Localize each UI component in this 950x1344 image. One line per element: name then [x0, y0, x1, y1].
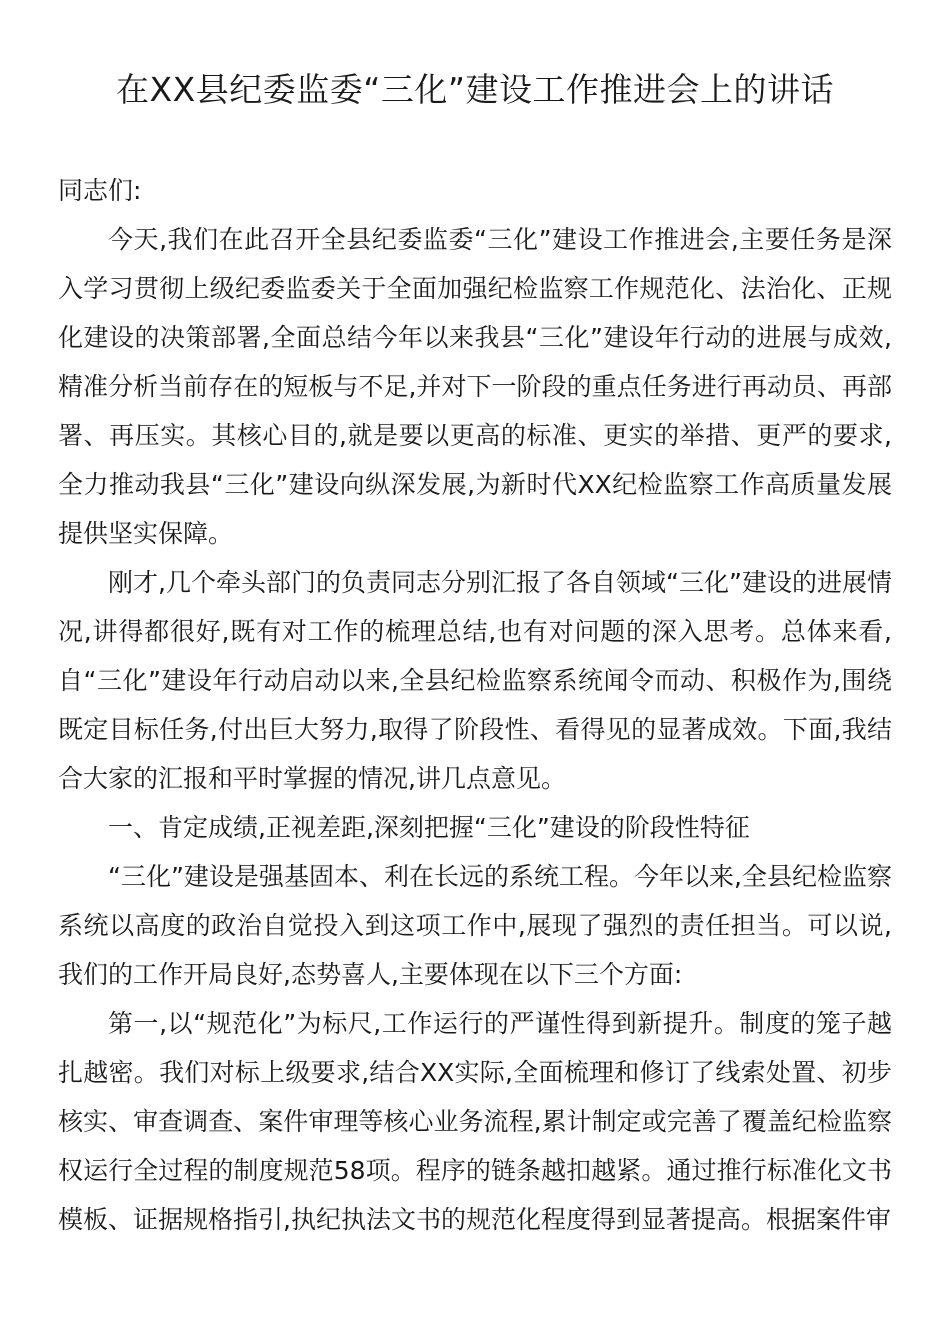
document-title: 在XX县纪委监委“三化”建设工作推进会上的讲话 — [116, 70, 834, 109]
greeting: 同志们: — [58, 176, 142, 205]
paragraph-section-intro: “三化”建设是强基固本、利在长远的系统工程。今年以来,全县纪检监察系统以高度的政治自觉投入到这项工作中,展现了强烈的责任担当。可以说,我们的工作开局良好,态势喜人,主要体现在以下三个方面: — [58, 862, 892, 989]
paragraph-overview: 刚才,几个牵头部门的负责同志分别汇报了各自领域“三化”建设的进展情况,讲得都很好,既有对工作的梳理总结,也有对问题的深入思考。总体来看,自“三化”建设年行动启动以来,全县纪检监察系统闻令而动、积极作为,围绕既定目标任务,付出巨大努力,取得了阶段性、看得见的显著成效。下面,我结合大家的汇报和平时掌握的情况,讲几点意见。 — [58, 568, 892, 793]
paragraph-intro: 今天,我们在此召开全县纪委监委“三化”建设工作推进会,主要任务是深入学习贯彻上级纪委监委关于全面加强纪检监察工作规范化、法治化、正规化建设的决策部署,全面总结今年以来我县“三化”建设年行动的进展与成效,精准分析当前存在的短板与不足,并对下一阶段的重点任务进行再动员、再部署、再压实。其核心目的,就是要以更高的标准、更实的举措、更严的要求,全力推动我县“三化”建设向纵深发展,为新时代XX纪检监察工作高质量发展提供坚实保障。 — [58, 225, 892, 548]
section-heading: 一、肯定成绩,正视差距,深刻把握“三化”建设的阶段性特征 — [108, 813, 750, 842]
paragraph-first-point: 第一,以“规范化”为标尺,工作运行的严谨性得到新提升。制度的笼子越扎越密。我们对标上级要求,结合XX实际,全面梳理和修订了线索处置、初步核实、审查调查、案件审理等核心业务流程,累计制定或完善了覆盖纪检监察权运行全过程的制度规范58项。程序的链条越扣越紧。通过推行标准化文书模板、证据规格指引,执纪执法文书的规范化程度得到显著提高。根据案件审 — [58, 1009, 892, 1234]
document-body — [58, 166, 892, 1244]
